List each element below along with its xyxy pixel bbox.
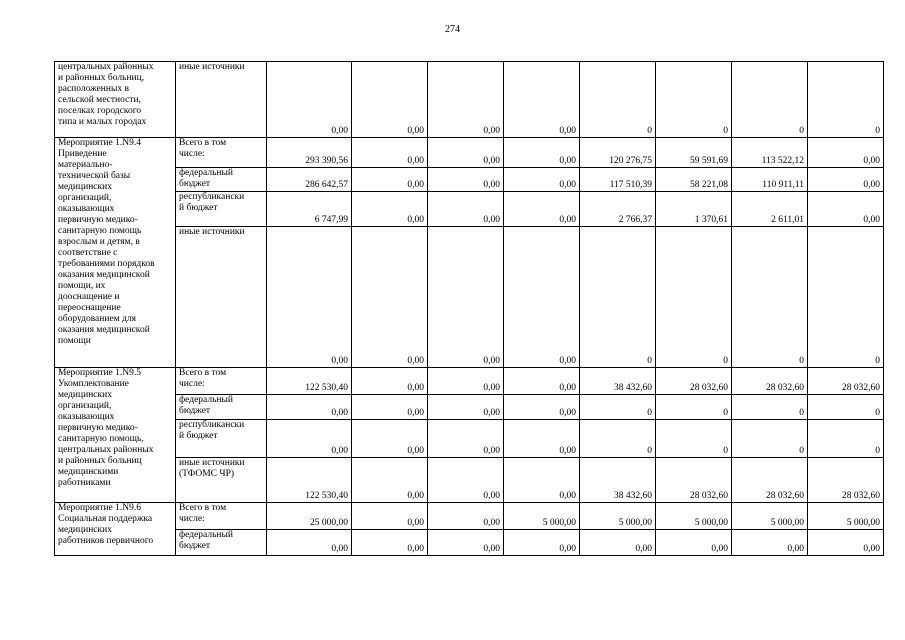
amount-cell: 0,00 (428, 420, 504, 458)
amount-cell: 0,00 (267, 395, 352, 420)
amount-cell: 0,00 (504, 138, 580, 168)
funding-source-cell (176, 368, 267, 395)
funding-source-text: иные источники (ТФОМС ЧР) (179, 458, 245, 479)
activity-cell (55, 368, 176, 503)
funding-source-text: республикански й бюджет (179, 192, 245, 213)
amount-cell: 0,00 (504, 227, 580, 368)
amount-cell: 0,00 (428, 530, 504, 556)
funding-source-text: Всего в том числе: (179, 138, 227, 159)
amount-cell: 0 (656, 395, 732, 420)
amount-cell: 2 611,01 (732, 192, 808, 227)
amount-cell: 293 390,56 (267, 138, 352, 168)
table-row (55, 458, 884, 503)
table-row (55, 192, 884, 227)
amount-cell: 0,00 (504, 458, 580, 503)
funding-source-cell (176, 168, 267, 192)
amount-cell: 1 370,61 (656, 192, 732, 227)
activity-cell (55, 503, 176, 556)
amount-cell: 0,00 (428, 138, 504, 168)
amount-cell: 5 000,00 (808, 503, 884, 530)
funding-source-text: иные источники (179, 62, 245, 72)
funding-source-text: федеральный бюджет (179, 530, 233, 551)
amount-cell: 0,00 (808, 168, 884, 192)
amount-cell: 0,00 (352, 227, 428, 368)
funding-source-cell (176, 395, 267, 420)
amount-cell: 6 747,99 (267, 192, 352, 227)
funding-source-text: федеральный бюджет (179, 395, 233, 416)
amount-cell: 0 (732, 62, 808, 138)
amount-cell: 28 032,60 (808, 458, 884, 503)
amount-cell: 0 (656, 227, 732, 368)
funding-source-cell (176, 530, 267, 556)
amount-cell: 0 (656, 420, 732, 458)
amount-cell: 110 911,11 (732, 168, 808, 192)
amount-cell: 0 (580, 62, 656, 138)
amount-cell: 0,00 (504, 62, 580, 138)
amount-cell: 0,00 (352, 138, 428, 168)
amount-cell: 0 (732, 395, 808, 420)
amount-cell: 0,00 (504, 530, 580, 556)
amount-cell: 0,00 (267, 530, 352, 556)
funding-source-text: иные источники (179, 227, 245, 237)
amount-cell: 0,00 (267, 420, 352, 458)
amount-cell: 120 276,75 (580, 138, 656, 168)
funding-source-cell (176, 503, 267, 530)
amount-cell: 28 032,60 (732, 458, 808, 503)
funding-source-text: федеральный бюджет (179, 168, 233, 189)
amount-cell: 0,00 (808, 530, 884, 556)
amount-cell: 0,00 (352, 395, 428, 420)
amount-cell: 38 432,60 (580, 368, 656, 395)
amount-cell: 38 432,60 (580, 458, 656, 503)
amount-cell: 0 (580, 420, 656, 458)
amount-cell: 28 032,60 (656, 458, 732, 503)
amount-cell: 0 (732, 420, 808, 458)
page-number: 274 (445, 24, 460, 35)
table-row (55, 168, 884, 192)
activity-text: центральных районных и районных больниц, расположенных в сельской местности, поселках городского типа и малых городах (58, 62, 154, 127)
amount-cell: 0 (808, 62, 884, 138)
amount-cell: 0,00 (504, 192, 580, 227)
amount-cell: 122 530,40 (267, 458, 352, 503)
amount-cell: 0,00 (352, 503, 428, 530)
amount-cell: 0,00 (808, 192, 884, 227)
funding-source-cell (176, 458, 267, 503)
amount-cell: 0,00 (428, 368, 504, 395)
amount-cell: 0 (732, 227, 808, 368)
amount-cell: 5 000,00 (656, 503, 732, 530)
amount-cell: 0,00 (352, 368, 428, 395)
amount-cell: 0 (808, 395, 884, 420)
activity-text: Мероприятие 1.N9.5 Укомплектование медицинских организаций, оказывающих первичную медико- санитарную помощь, центральных районных и районных больниц медицинскими работниками (58, 368, 154, 488)
amount-cell: 0,00 (504, 395, 580, 420)
amount-cell: 0,00 (352, 62, 428, 138)
table-row (55, 227, 884, 368)
amount-cell: 0,00 (352, 458, 428, 503)
amount-cell: 0,00 (352, 192, 428, 227)
amount-cell: 28 032,60 (732, 368, 808, 395)
amount-cell: 0,00 (428, 458, 504, 503)
table-row (55, 530, 884, 556)
funding-source-cell (176, 62, 267, 138)
amount-cell: 0,00 (504, 168, 580, 192)
amount-cell: 2 766,37 (580, 192, 656, 227)
amount-cell: 59 591,69 (656, 138, 732, 168)
table-row (55, 138, 884, 168)
amount-cell: 5 000,00 (580, 503, 656, 530)
amount-cell: 25 000,00 (267, 503, 352, 530)
activity-cell (55, 138, 176, 368)
amount-cell: 0,00 (267, 62, 352, 138)
amount-cell: 0 (656, 62, 732, 138)
amount-cell: 0,00 (732, 530, 808, 556)
amount-cell: 117 510,39 (580, 168, 656, 192)
table-row (55, 420, 884, 458)
amount-cell: 0,00 (580, 530, 656, 556)
amount-cell: 0,00 (352, 420, 428, 458)
table-row (55, 62, 884, 138)
amount-cell: 0,00 (428, 192, 504, 227)
amount-cell: 0,00 (656, 530, 732, 556)
amount-cell: 0,00 (428, 168, 504, 192)
amount-cell: 5 000,00 (732, 503, 808, 530)
amount-cell: 5 000,00 (504, 503, 580, 530)
funding-source-cell (176, 420, 267, 458)
activity-text: Мероприятие 1.N9.4 Приведение материально- технической базы медицинских организаций, оказывающих первичную медико- санитарную помощь взрослым и детям, в соответствие с требованиями порядков оказания медицинской помощи, их дооснащение и переоснащение оборудованием для оказания медицинской помощи (58, 138, 155, 346)
amount-cell: 0,00 (352, 530, 428, 556)
amount-cell: 0,00 (267, 227, 352, 368)
amount-cell: 28 032,60 (656, 368, 732, 395)
funding-source-text: Всего в том числе: (179, 368, 227, 389)
table-row (55, 503, 884, 530)
table-row (55, 368, 884, 395)
funding-source-text: Всего в том числе: (179, 503, 227, 524)
amount-cell: 0 (808, 420, 884, 458)
amount-cell: 28 032,60 (808, 368, 884, 395)
funding-source-cell (176, 227, 267, 368)
amount-cell: 0,00 (428, 62, 504, 138)
amount-cell: 0 (580, 395, 656, 420)
funding-source-cell (176, 138, 267, 168)
amount-cell: 0,00 (808, 138, 884, 168)
amount-cell: 286 642,57 (267, 168, 352, 192)
amount-cell: 0,00 (504, 420, 580, 458)
amount-cell: 0,00 (428, 503, 504, 530)
table-row (55, 395, 884, 420)
activity-text: Мероприятие 1.N9.6 Социальная поддержка медицинских работников первичного (58, 503, 154, 546)
amount-cell: 0 (808, 227, 884, 368)
amount-cell: 58 221,08 (656, 168, 732, 192)
amount-cell: 122 530,40 (267, 368, 352, 395)
amount-cell: 0,00 (352, 168, 428, 192)
amount-cell: 0,00 (504, 368, 580, 395)
amount-cell: 0 (580, 227, 656, 368)
amount-cell: 113 522,12 (732, 138, 808, 168)
funding-source-text: республикански й бюджет (179, 420, 245, 441)
funding-source-cell (176, 192, 267, 227)
amount-cell: 0,00 (428, 395, 504, 420)
budget-table (54, 61, 884, 556)
activity-cell (55, 62, 176, 138)
amount-cell: 0,00 (428, 227, 504, 368)
